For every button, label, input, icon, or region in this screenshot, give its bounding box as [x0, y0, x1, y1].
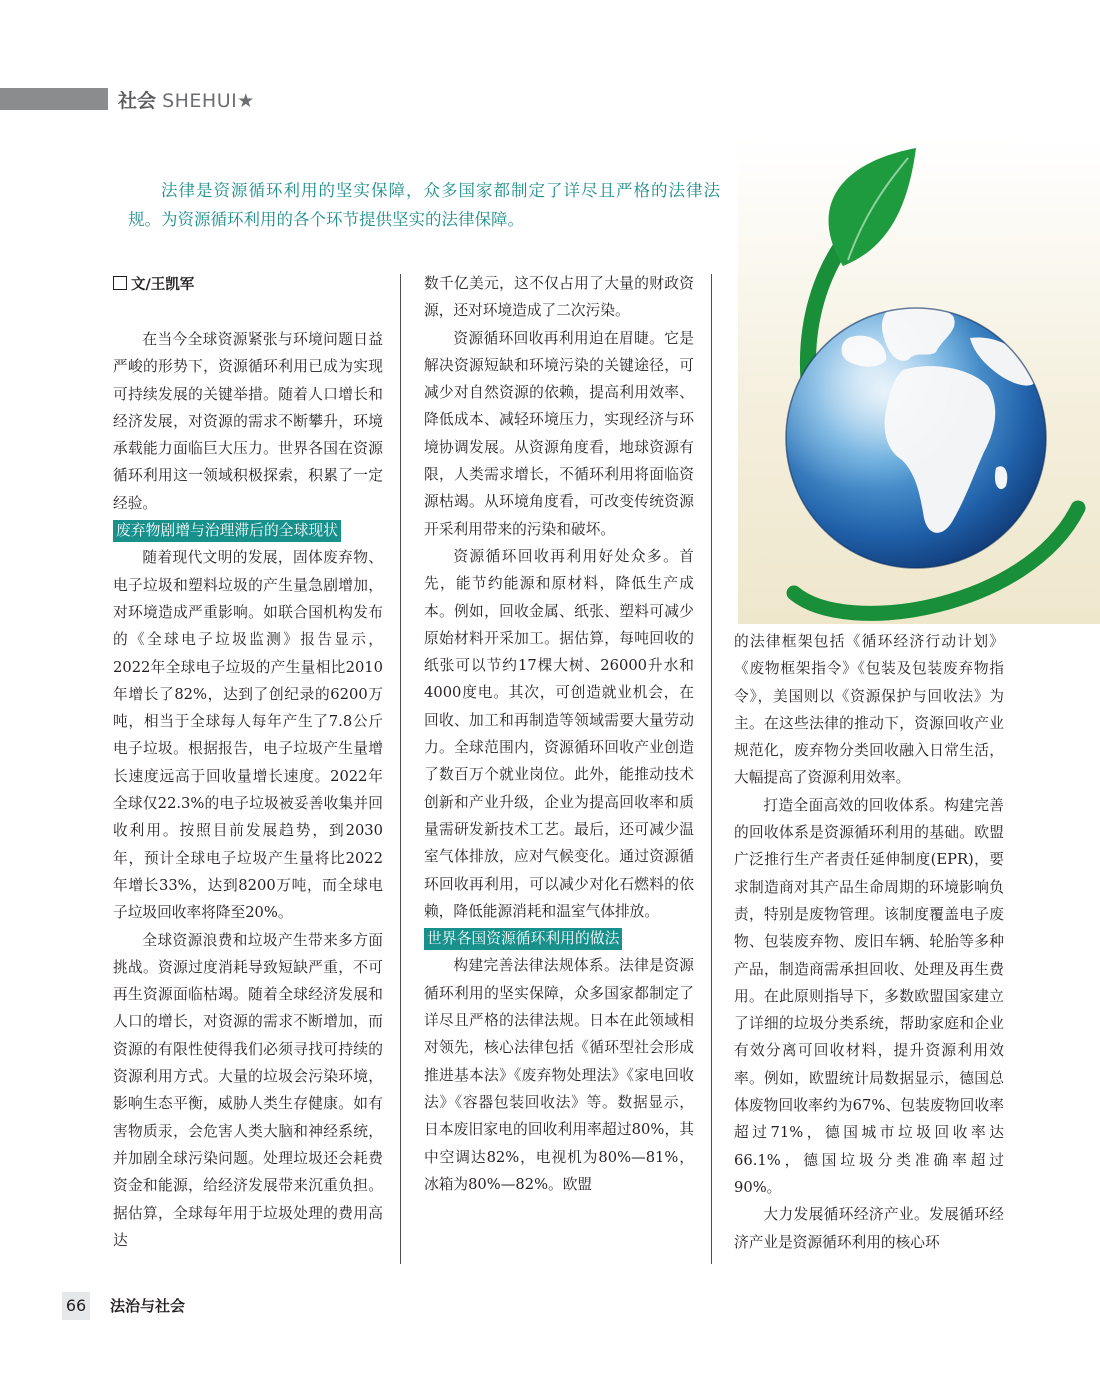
paragraph: 在当今全球资源紧张与环境问题日益严峻的形势下，资源循环利用已成为实现可持续发展的关键举措。随着人口增长和经济发展，对资源的需求不断攀升，环境承载能力面临巨大压力。世界各国在资源循环利用这一领域积极探索，积累了一定经验。: [113, 331, 383, 512]
paragraph: 打造全面高效的回收体系。构建完善的回收体系是资源循环利用的基础。欧盟广泛推行生产者责任延伸制度(EPR)，要求制造商对其产品生命周期的环境影响负责，特别是废物管理。该制度覆盖电子废物、包装废弃物、废旧车辆、轮胎等多种产品，制造商需承担回收、处理及再生费用。在此原则指导下，多数欧盟国家建立了详细的垃圾分类系统，帮助家庭和企业有效分离可回收材料，提升资源利用效率。例如，欧盟统计局数据显示，德国总体废物回收率约为67%、包装废物回收率超过71%，德国城市垃圾回收率达66.1%，德国垃圾分类准确率超过90%。: [734, 796, 1004, 1196]
paragraph: 随着现代文明的发展，固体废弃物、电子垃圾和塑料垃圾的产生量急剧增加，对环境造成严重影响。如联合国机构发布的《全球电子垃圾监测》报告显示，2022年全球电子垃圾的产生量相比2010年增长了82%，达到了创纪录的6200万吨，相当于全球每人每年产生了7.8公斤电子垃圾。根据报告，电子垃圾产生量增长速度远高于回收量增长速度。2022年全球仅22.3%的电子垃圾被妥善收集并回收利用。按照目前发展趋势，到2030年，预计全球电子垃圾产生量将比2022年增长33%，达到8200万吨，而全球电子垃圾回收率将降至20%。: [113, 549, 383, 922]
column-rule-1: [400, 274, 401, 1264]
column-1: [113, 272, 383, 1254]
page-number: 66: [62, 1292, 90, 1320]
byline: [113, 272, 383, 299]
intro-lead: 法律是资源循环利用的坚实保障，众多国家都制定了详尽且严格的法律法规。为资源循环利用的各个环节提供坚实的法律保障。: [128, 181, 720, 229]
section-heading: 废弃物剧增与治理滞后的全球现状: [113, 520, 341, 542]
column-3: [734, 628, 1004, 1256]
paragraph: 构建完善法律法规体系。法律是资源循环利用的坚实保障，众多国家都制定了详尽且严格的法律法规。日本在此领域相对领先，核心法律包括《循环型社会形成推进基本法》《废弃物处理法》《家电回收法》《容器包装回收法》等。数据显示，日本废旧家电的回收利用率超过80%，其中空调达82%，电视机为80%—81%，冰箱为80%—82%。欧盟: [424, 957, 694, 1193]
paragraph: 全球资源浪费和垃圾产生带来多方面挑战。资源过度消耗导致短缺严重，不可再生资源面临枯竭。随着全球经济发展和人口的增长，对资源的需求不断增加，而资源的有限性使得我们必须寻找可持续的资源利用方式。大量的垃圾会污染环境，影响生态平衡，威胁人类生存健康。如有害物质汞，会危害人类大脑和神经系统，并加剧全球污染问题。处理垃圾还会耗费资金和能源，给经济发展带来沉重负担。据估算，全球每年用于垃圾处理的费用高达: [113, 931, 383, 1249]
paragraph: 资源循环回收再利用迫在眉睫。它是解决资源短缺和环境污染的关键途径，可减少对自然资源的依赖，提高利用效率、降低成本、减轻环境压力，实现经济与环境协调发展。从资源角度看，地球资源有限，人类需求增长，不循环利用将面临资源枯竭。从环境角度看，可改变传统资源开采利用带来的污染和破坏。: [424, 329, 694, 538]
section-heading: 世界各国资源循环利用的做法: [424, 928, 622, 950]
column-2: [424, 270, 694, 1198]
byline-box-icon: [113, 276, 127, 290]
paragraph: 大力发展循环经济产业。发展循环经济产业是资源循环利用的核心环: [734, 1206, 1004, 1251]
section-name-cn: 社会: [118, 90, 157, 112]
globe-highlight: [786, 308, 1046, 568]
paragraph-continued: 的法律框架包括《循环经济行动计划》《废物框架指令》《包装及包装废弃物指令》，美国则以《资源保护与回收法》为主。在这些法律的推动下，资源回收产业规范化，废弃物分类回收融入日常生活，大幅提高了资源利用效率。: [734, 633, 1004, 787]
column-rule-2: [711, 274, 712, 1264]
author: 文/王凯军: [131, 277, 195, 293]
magazine-name: 法治与社会: [110, 1297, 186, 1315]
paragraph-continued: 数千亿美元，这不仅占用了大量的财政资源，还对环境造成了二次污染。: [424, 275, 694, 320]
section-color-bar: [0, 88, 108, 110]
globe-with-leaf-sprout-icon: [738, 138, 1100, 624]
paragraph: 资源循环回收再利用好处众多。首先，能节约能源和原材料，降低生产成本。例如，回收金属、纸张、塑料可减少原始材料开采加工。据估算，每吨回收的纸张可以节约17棵大树、26000升水和4000度电。其次，可创造就业机会，在回收、加工和再制造等领域需要大量劳动力。全球范围内，资源循环回收产业创造了数百万个就业岗位。此外，能推动技术创新和产业升级，企业为提高回收率和质量需研发新技术工艺。最后，还可减少温室气体排放，应对气候变化。通过资源循环回收再利用，可以减少对化石燃料的依赖，降低能源消耗和温室气体排放。: [424, 547, 694, 920]
section-name-en: SHEHUI★: [162, 90, 255, 112]
section-label: [118, 86, 255, 113]
